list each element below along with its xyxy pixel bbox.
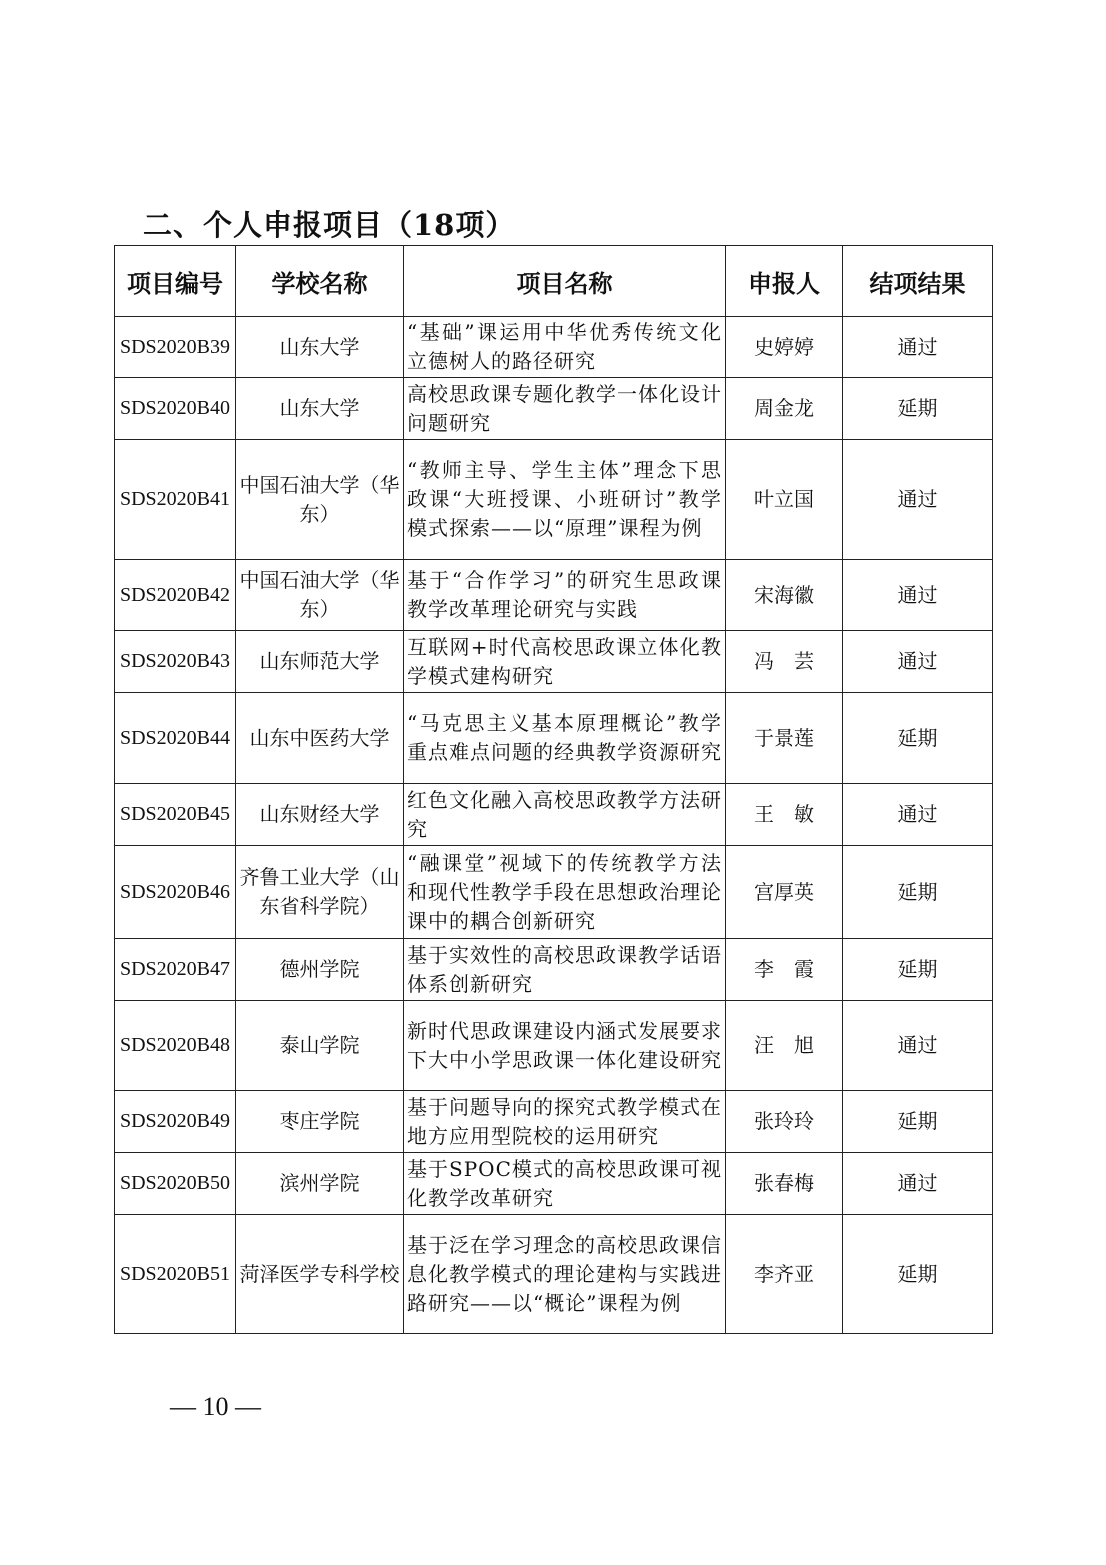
applicant: 史婷婷: [726, 317, 843, 378]
applicant: 张玲玲: [726, 1091, 843, 1153]
table-row: [115, 378, 993, 440]
result: 通过: [843, 440, 993, 560]
project-id: SDS2020B40: [115, 378, 236, 440]
applicant: 李 霞: [726, 939, 843, 1001]
table-row: [115, 560, 993, 631]
result: 通过: [843, 631, 993, 693]
project-id: SDS2020B44: [115, 693, 236, 784]
project-id: SDS2020B46: [115, 846, 236, 939]
school-name: 菏泽医学专科学校: [236, 1215, 404, 1334]
page-number: — 10 —: [170, 1392, 261, 1421]
project-title: 基于泛在学习理念的高校思政课信息化教学模式的理论建构与实践进路研究——以“概论”课程为例: [404, 1215, 726, 1334]
result: 延期: [843, 1091, 993, 1153]
project-title: 基于SPOC模式的高校思政课可视化教学改革研究: [404, 1153, 726, 1215]
project-id: SDS2020B42: [115, 560, 236, 631]
applicant: 宋海徽: [726, 560, 843, 631]
result: 延期: [843, 378, 993, 440]
result: 延期: [843, 693, 993, 784]
project-id: SDS2020B47: [115, 939, 236, 1001]
school-name: 滨州学院: [236, 1153, 404, 1215]
project-title: 基于问题导向的探究式教学模式在地方应用型院校的运用研究: [404, 1091, 726, 1153]
table-row: [115, 1215, 993, 1334]
result: 通过: [843, 560, 993, 631]
project-title: “融课堂”视域下的传统教学方法和现代性教学手段在思想政治理论课中的耦合创新研究: [404, 846, 726, 939]
project-id: SDS2020B49: [115, 1091, 236, 1153]
project-title: “马克思主义基本原理概论”教学重点难点问题的经典教学资源研究: [404, 693, 726, 784]
project-id: SDS2020B43: [115, 631, 236, 693]
applicant: 周金龙: [726, 378, 843, 440]
result: 通过: [843, 317, 993, 378]
project-title: “教师主导、学生主体”理念下思政课“大班授课、小班研讨”教学模式探索——以“原理”课程为例: [404, 440, 726, 560]
project-id: SDS2020B39: [115, 317, 236, 378]
school-name: 中国石油大学（华东）: [236, 560, 404, 631]
project-title: 互联网+时代高校思政课立体化教学模式建构研究: [404, 631, 726, 693]
projects-table: [114, 245, 993, 1334]
table-row: [115, 317, 993, 378]
result: 延期: [843, 1215, 993, 1334]
applicant: 汪 旭: [726, 1001, 843, 1091]
section-title: 二、个人申报项目（18项）: [143, 208, 516, 242]
table-row: [115, 846, 993, 939]
header-result: 结项结果: [843, 246, 993, 317]
school-name: 德州学院: [236, 939, 404, 1001]
project-id: SDS2020B41: [115, 440, 236, 560]
table-header-row: [115, 246, 993, 317]
result: 通过: [843, 1001, 993, 1091]
school-name: 山东中医药大学: [236, 693, 404, 784]
school-name: 枣庄学院: [236, 1091, 404, 1153]
table-row: [115, 693, 993, 784]
header-project-name: 项目名称: [404, 246, 726, 317]
result: 延期: [843, 939, 993, 1001]
table-row: [115, 1001, 993, 1091]
school-name: 山东财经大学: [236, 784, 404, 846]
project-id: SDS2020B48: [115, 1001, 236, 1091]
project-title: “基础”课运用中华优秀传统文化立德树人的路径研究: [404, 317, 726, 378]
project-title: 基于“合作学习”的研究生思政课教学改革理论研究与实践: [404, 560, 726, 631]
result: 延期: [843, 846, 993, 939]
project-id: SDS2020B50: [115, 1153, 236, 1215]
applicant: 宫厚英: [726, 846, 843, 939]
table-row: [115, 1153, 993, 1215]
applicant: 叶立国: [726, 440, 843, 560]
applicant: 于景莲: [726, 693, 843, 784]
header-school-name: 学校名称: [236, 246, 404, 317]
school-name: 山东大学: [236, 317, 404, 378]
project-title: 基于实效性的高校思政课教学话语体系创新研究: [404, 939, 726, 1001]
applicant: 张春梅: [726, 1153, 843, 1215]
applicant: 冯 芸: [726, 631, 843, 693]
table-row: [115, 939, 993, 1001]
result: 通过: [843, 1153, 993, 1215]
applicant: 王 敏: [726, 784, 843, 846]
project-title: 高校思政课专题化教学一体化设计问题研究: [404, 378, 726, 440]
table-row: [115, 1091, 993, 1153]
school-name: 山东师范大学: [236, 631, 404, 693]
project-title: 新时代思政课建设内涵式发展要求下大中小学思政课一体化建设研究: [404, 1001, 726, 1091]
table-row: [115, 631, 993, 693]
school-name: 中国石油大学（华东）: [236, 440, 404, 560]
school-name: 泰山学院: [236, 1001, 404, 1091]
table-row: [115, 784, 993, 846]
project-id: SDS2020B51: [115, 1215, 236, 1334]
header-project-id: 项目编号: [115, 246, 236, 317]
school-name: 山东大学: [236, 378, 404, 440]
project-title: 红色文化融入高校思政教学方法研究: [404, 784, 726, 846]
table-row: [115, 440, 993, 560]
applicant: 李齐亚: [726, 1215, 843, 1334]
header-applicant: 申报人: [726, 246, 843, 317]
project-id: SDS2020B45: [115, 784, 236, 846]
school-name: 齐鲁工业大学（山东省科学院）: [236, 846, 404, 939]
result: 通过: [843, 784, 993, 846]
